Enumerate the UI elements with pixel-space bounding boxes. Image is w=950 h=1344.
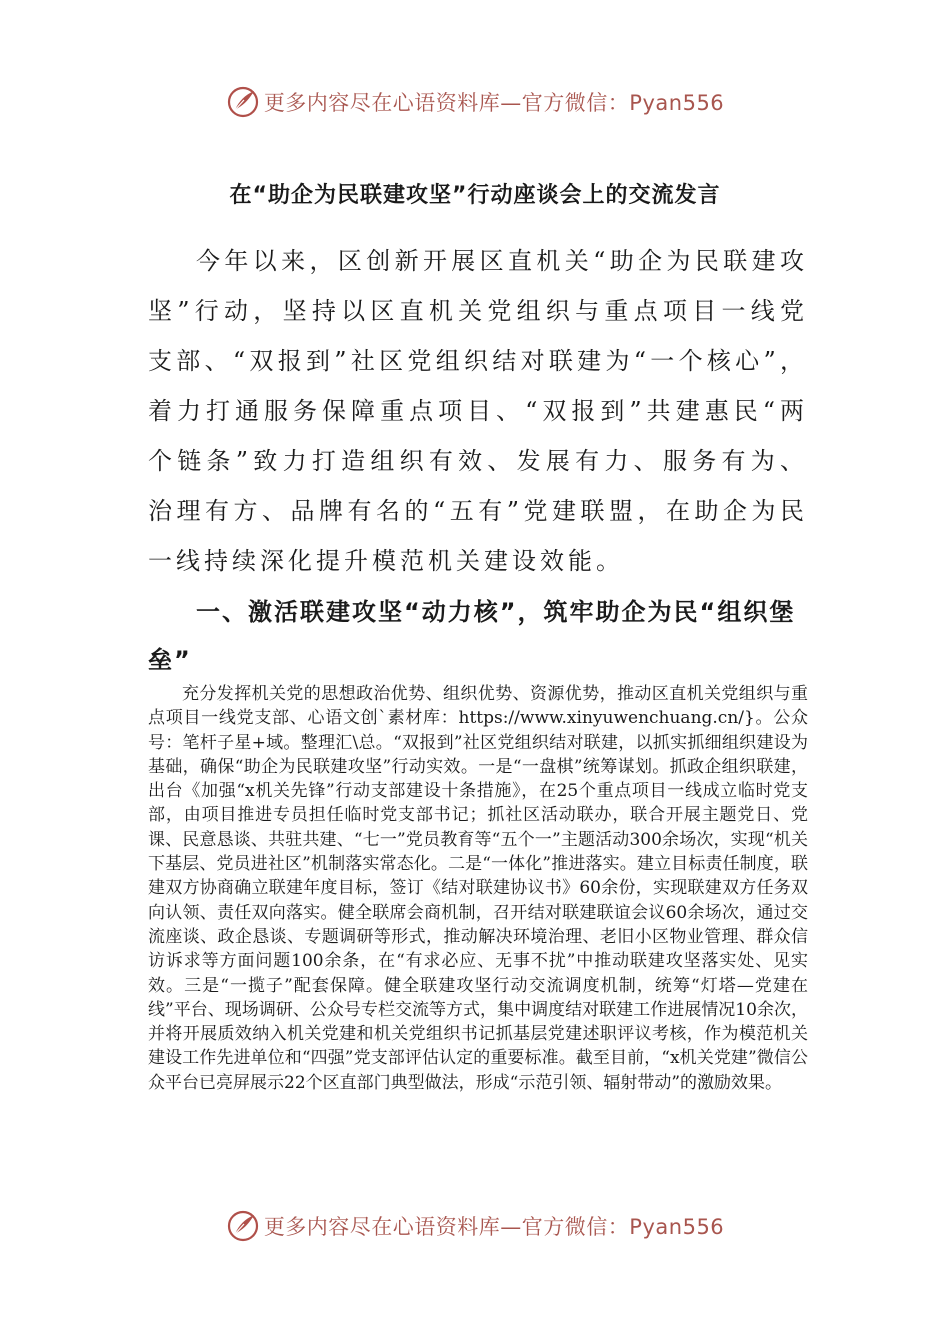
header-banner [0, 82, 950, 122]
footer-banner-text: 更多内容尽在心语资料库—官方微信：Pyan556 [263, 1215, 725, 1239]
intro-paragraph: 今年以来，区创新开展区直机关“助企为民联建攻坚”行动，坚持以区直机关党组织与重点项目一线党支部、“双报到”社区党组织结对联建为“一个核心”，着力打通服务保障重点项目、“双报到”共建惠民“两个链条”致力打造组织有效、发展有力、服务有为、治理有方、品牌有名的“五有”党建联盟，在助企为民一线持续深化提升模范机关建设效能。 [148, 247, 808, 575]
section-1-body: 充分发挥机关党的思想政治优势、组织优势、资源优势，推动区直机关党组织与重点项目一线党支部、心语文创`素材库：https://www.xinyuwenchuang.cn/}。公众号：笔杆子星+域。整理汇\总。“双报到”社区党组织结对联建，以抓实抓细组织建设为基础，确保“助企为民联建攻坚”行动实效。一是“一盘棋”统筹谋划。抓政企组织联建，出台《加强“x机关先锋”行动支部建设十条措施》，在25个重点项目一线成立临时党支部，由项目推进专员担任临时党支部书记；抓社区活动联办，联合开展主题党日、党课、民意恳谈、共驻共建、“七一”党员教育等“五个一”主题活动300余场次，实现“机关下基层、党员进社区”机制落实常态化。二是“一体化”推进落实。建立目标责任制度，联建双方协商确立联建年度目标，签订《结对联建协议书》60余份，实现联建双方任务双向认领、责任双向落实。健全联席会商机制，召开结对联建联谊会议60余场次，通过交流座谈、政企恳谈、专题调研等形式，推动解决环境治理、老旧小区物业管理、群众信访诉求等方面问题100余条，在“有求必应、无事不扰”中推动联建攻坚落实处、见实效。三是“一揽子”配套保障。健全联建攻坚行动交流调度机制，统筹“灯塔—党建在线”平台、现场调研、公众号专栏交流等方式，集中调度结对联建工作进展情况10余次，并将开展质效纳入机关党建和机关党组织书记抓基层党建述职评议考核，作为模范机关建设工作先进单位和“四强”党支部评估认定的重要标准。截至目前，“x机关党建”微信公众平台已亮屏展示22个区直部门典型做法，形成“示范引领、辐射带动”的激励效果。 [148, 684, 808, 1093]
header-banner-text: 更多内容尽在心语资料库—官方微信：Pyan556 [263, 91, 725, 115]
quill-logo-icon [226, 85, 260, 119]
section-1-heading: 一、激活联建攻坚“动力核”，筑牢助企为民“组织堡垒” [148, 598, 796, 674]
footer-banner [0, 1206, 950, 1246]
quill-logo-icon [226, 1209, 260, 1243]
document-title: 在“助企为民联建攻坚”行动座谈会上的交流发言 [229, 183, 721, 208]
